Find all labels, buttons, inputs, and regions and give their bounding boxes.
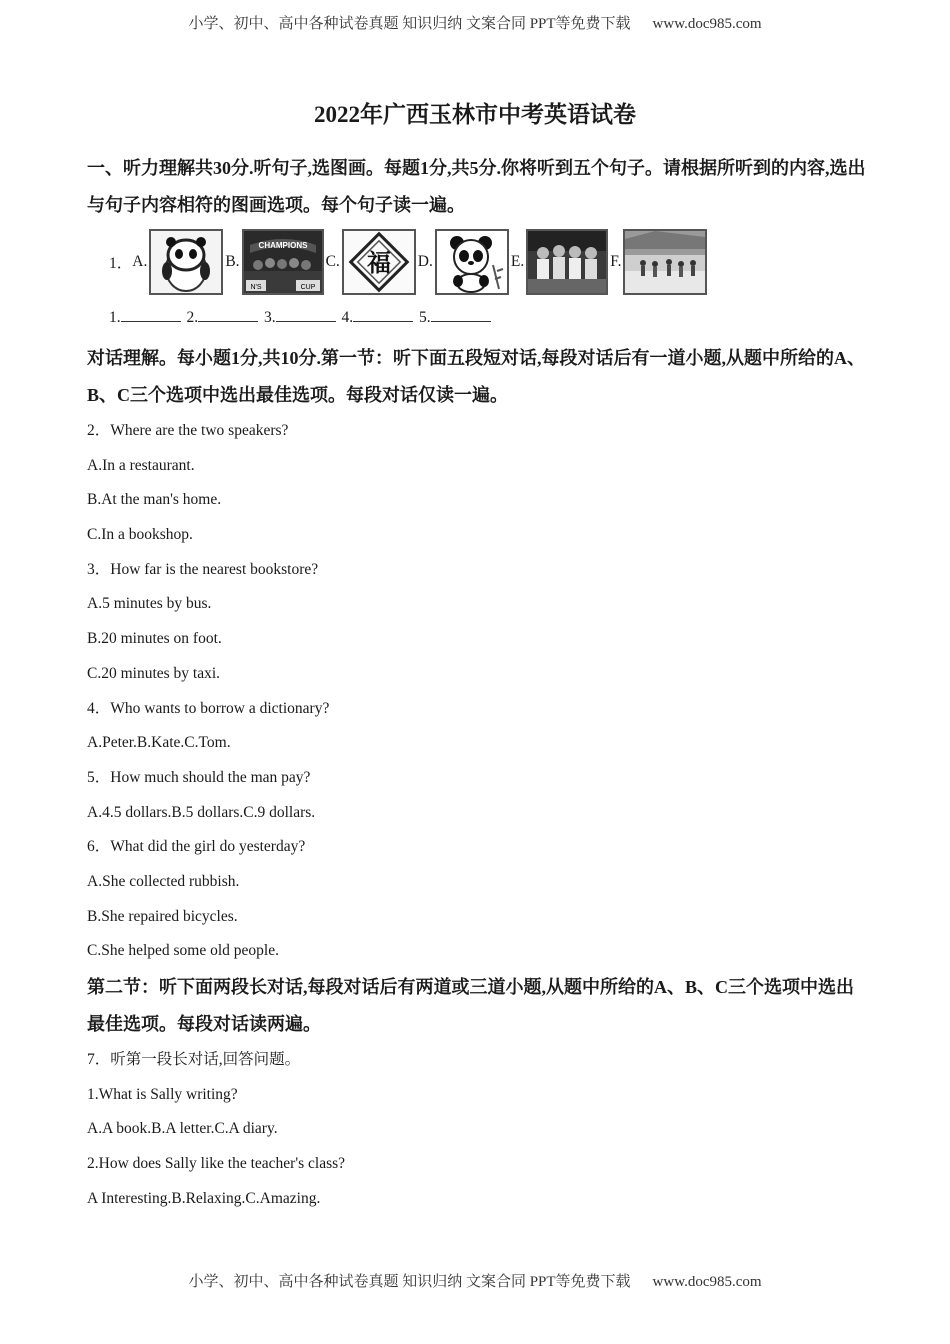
header-site[interactable]: www.doc985.com	[652, 16, 762, 32]
option-e-label: E.	[510, 253, 525, 270]
question-line: 2.How does Sally like the teacher's class?	[87, 1155, 346, 1173]
blank-1-label: 1.	[109, 309, 121, 326]
option-b-image-champions	[242, 229, 324, 295]
option-line: C.She helped some old people.	[87, 942, 279, 960]
c-fu-text: 福	[366, 249, 391, 277]
section2-heading: 对话理解。每小题1分,共10分.第一节：听下面五段短对话,每段对话后有一道小题,从题中所给的A、B、C三个选项中选出最佳选项。每段对话仅读一遍。	[87, 348, 865, 405]
section2-questions	[87, 414, 867, 969]
option-line: A.A book.B.A letter.C.A diary.	[87, 1120, 278, 1138]
footer-site[interactable]: www.doc985.com	[652, 1274, 762, 1290]
section1-heading: 一、听力理解共30分.听句子,选图画。每题1分,共5分.你将听到五个句子。请根据所听到的内容,选出与句子内容相符的图画选项。每个句子读一遍。	[87, 158, 866, 215]
option-line: C.20 minutes by taxi.	[87, 664, 221, 682]
option-line: B.At the man's home.	[87, 491, 222, 509]
option-line: A.Peter.B.Kate.C.Tom.	[87, 734, 231, 752]
exam-content	[87, 150, 867, 1216]
page-header	[0, 12, 950, 33]
page-footer	[0, 1270, 950, 1291]
option-d-label: D.	[417, 253, 433, 270]
q1-number: 1．	[109, 255, 133, 272]
question-line: 1.What is Sally writing?	[87, 1085, 238, 1103]
question-line: 3．How far is the nearest bookstore?	[87, 560, 319, 578]
option-f-image-outdoor-group	[623, 229, 707, 295]
blank-1[interactable]	[121, 307, 181, 322]
question-line: 7．听第一段长对话,回答问题。	[87, 1051, 301, 1068]
question-line: 4．Who wants to borrow a dictionary?	[87, 699, 330, 717]
blank-4-label: 4.	[341, 309, 354, 326]
option-line: A.She collected rubbish.	[87, 872, 240, 890]
option-line: A.5 minutes by bus.	[87, 595, 212, 613]
b-right-text: CUP	[300, 284, 315, 291]
blank-5[interactable]	[431, 307, 491, 322]
option-line: A.4.5 dollars.B.5 dollars.C.9 dollars.	[87, 803, 316, 821]
picture-options	[87, 228, 867, 296]
b-banner-text: CHAMPIONS	[258, 241, 308, 250]
footer-text: 小学、初中、高中各种试卷真题 知识归纳 文案合同 PPT等免费下载	[188, 1274, 631, 1290]
option-b-label: B.	[225, 253, 240, 270]
option-c-label: C.	[325, 253, 340, 270]
blank-5-label: 5.	[419, 309, 431, 326]
b-left-text: N'S	[250, 284, 262, 291]
option-line: B.She repaired bicycles.	[87, 907, 238, 925]
option-line: C.In a bookshop.	[87, 526, 193, 544]
section3-heading: 第二节：听下面两段长对话,每段对话后有两道或三道小题,从题中所给的A、B、C三个选项中选出最佳选项。每段对话读两遍。	[87, 977, 854, 1034]
question-line: 6．What did the girl do yesterday?	[87, 838, 306, 856]
question-line: 2．Where are the two speakers?	[87, 422, 289, 439]
option-e-image-students	[526, 229, 608, 295]
option-a-image-mascot	[149, 229, 223, 295]
option-line: B.20 minutes on foot.	[87, 630, 222, 648]
header-text: 小学、初中、高中各种试卷真题 知识归纳 文案合同 PPT等免费下载	[188, 16, 631, 32]
option-line: A Interesting.B.Relaxing.C.Amazing.	[87, 1189, 321, 1207]
answer-blanks	[87, 296, 867, 340]
blank-3-label: 3.	[264, 309, 276, 326]
option-f-label: F.	[610, 253, 622, 270]
blank-2-label: 2.	[186, 309, 199, 326]
option-d-image-panda	[435, 229, 509, 295]
question-line: 5．How much should the man pay?	[87, 768, 311, 786]
blank-4[interactable]	[353, 307, 413, 322]
blank-2[interactable]	[198, 307, 258, 322]
option-c-image-fu-character	[342, 229, 416, 295]
section3-questions	[87, 1043, 867, 1216]
option-a-label: A.	[132, 253, 148, 270]
blank-3[interactable]	[276, 307, 336, 322]
page-title: 2022年广西玉林市中考英语试卷	[314, 102, 636, 127]
option-line: A.In a restaurant.	[87, 456, 195, 474]
